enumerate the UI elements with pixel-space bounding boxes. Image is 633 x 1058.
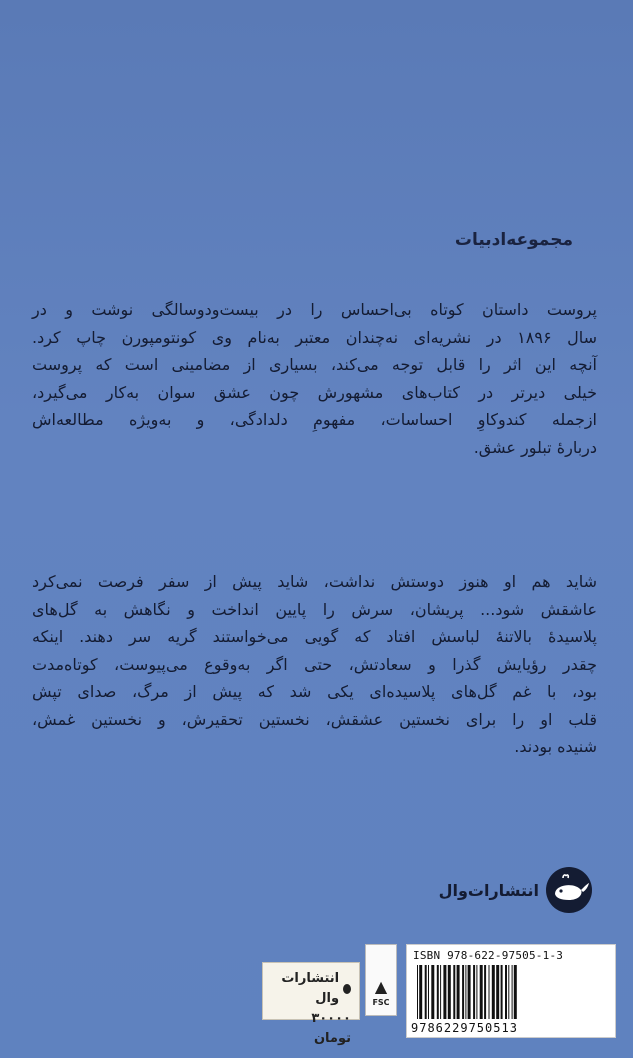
synopsis-line: خیلی دیرتر در کتاب‌های مشهورش چون عشق سوان به‌کار می‌گیرد، — [32, 382, 597, 402]
excerpt-line: بود، با غم گل‌های پلاسیده‌ای یکی شد که پیش از مرگ، صدای تپش — [32, 682, 597, 701]
synopsis-paragraph — [32, 296, 597, 461]
synopsis-line: پروست داستان کوتاه بی‌احساس را در بیست‌ودوسالگی نوشت و در — [32, 300, 597, 319]
isbn-barcode — [406, 944, 616, 1038]
synopsis-line: دربارهٔ تبلور عشق. — [473, 437, 597, 457]
excerpt-line: پلاسیدهٔ بالاتنهٔ لباسش افتاد که گویی می‌خواستند گریه سر دهند. اینکه — [32, 627, 597, 646]
sticker-price: ۳۰۰۰۰ تومان — [311, 1011, 351, 1046]
fsc-label: FSC — [372, 998, 390, 1007]
excerpt-line: شاید هم او هنوز دوستش نداشت، شاید پیش از سفر فرصت نمی‌کرد — [32, 572, 597, 591]
synopsis-line: سال ۱۸۹۶ در نشریه‌ای نه‌چندان معتبر به‌نام وی کونتومپورن چاپ کرد. — [32, 327, 597, 347]
excerpt-paragraph — [32, 568, 597, 761]
excerpt-line: عاشقش شود... پریشان، سرش را پایین انداخت و نگاهش به گل‌های — [32, 599, 597, 619]
synopsis-line: آنچه این اثر را قابل توجه می‌کند، بسیاری از مضامینی است که پروست — [32, 355, 597, 374]
publisher-logo-icon — [343, 984, 351, 994]
price-sticker — [262, 962, 360, 1046]
isbn-label: ISBN 978-622-97505-1-3 — [413, 949, 564, 962]
tree-icon: ▲ — [374, 977, 388, 996]
barcode-digits: 9786229750513 — [411, 1021, 518, 1035]
series-title: مجموعه‌ادبیات — [454, 230, 573, 250]
barcode-bars — [415, 965, 609, 1021]
publisher-mark — [439, 866, 593, 914]
excerpt-line: قلب او را برای نخستین عشقش، نخستین تحقیرش، و نخستین غمش، — [32, 709, 597, 729]
excerpt-line: چقدر رؤیایش گذرا و سعادتش، حتی اگر به‌وقوع می‌پیوست، کوتاه‌مدت — [32, 654, 597, 674]
synopsis-line: ازجمله کندوکاوِ احساسات، مفهومِ دلدادگی، و به‌ویژه مطالعه‌اش — [32, 410, 597, 429]
whale-icon — [545, 866, 593, 914]
sticker-publisher: انتشارات وال — [281, 971, 340, 1006]
fsc-logo — [365, 944, 397, 1016]
publisher-name: انتشارات‌وال — [438, 880, 539, 900]
excerpt-line: شنیده بودند. — [514, 737, 597, 756]
